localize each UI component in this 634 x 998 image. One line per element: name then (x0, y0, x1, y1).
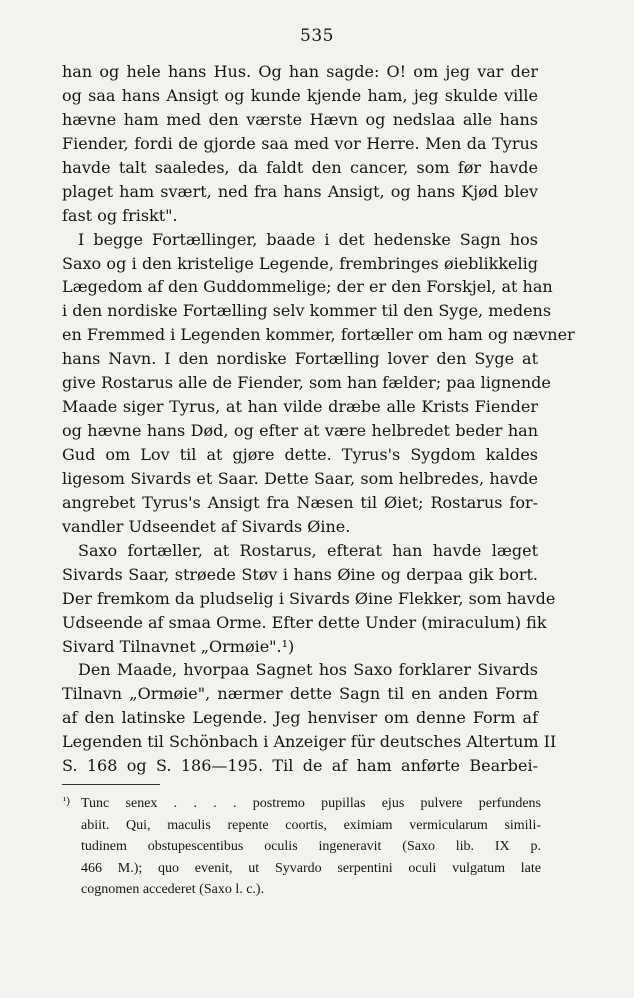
text-line: I begge Fortællinger, baade i det hedenske Sagn hos (78, 229, 538, 249)
text-line: havde talt saaledes, da faldt den cancer, som før havde (62, 157, 538, 177)
text-line: Lægedom af den Guddommelige; der er den Forskjel, at han (62, 277, 553, 297)
text-line: vandler Udseendet af Sivards Øine. (62, 516, 351, 536)
footnote-line: Tunc senex . . . . postremo pupillas ejus pulvere perfundens (81, 796, 541, 811)
text-line: Gud om Lov til at gjøre dette. Tyrus's Sygdom kaldes (62, 445, 538, 464)
text-line: Den Maade, hvorpaa Sagnet hos Saxo forklarer Sivards (78, 660, 538, 680)
text-line: Legenden til Schönbach i Anzeiger für deutsches Altertum II (62, 732, 557, 752)
text-line: han og hele hans Hus. Og han sagde: O! om jeg var der (62, 62, 538, 81)
footnote-line: tudinem obstupescentibus oculis ingeneravit (Saxo lib. IX p. (81, 839, 541, 855)
text-line: give Rostarus alle de Fiender, som han fælder; paa lignende (62, 373, 551, 393)
text-line: en Fremmed i Legenden kommer, fortæller om ham og nævner (62, 325, 575, 345)
text-line: af den latinske Legende. Jeg henviser om denne Form af (62, 708, 538, 728)
text-line: og saa hans Ansigt og kunde kjende ham, jeg skulde ville (62, 85, 538, 105)
text-line: Udseende af smaa Orme. Efter dette Under (miraculum) fik (62, 612, 547, 632)
page-number: 535 (300, 26, 334, 46)
text-line: Sivard Tilnavnet „Ormøie".¹) (62, 636, 295, 656)
text-line: hævne ham med den værste Hævn og nedslaa alle hans (62, 109, 538, 129)
text-line: Tilnavn „Ormøie", nærmer dette Sagn til en anden Form (62, 684, 538, 704)
text-line: S. 168 og S. 186—195. Til de af ham anførte Bearbei- (62, 756, 538, 776)
text-line: Fiender, fordi de gjorde saa med vor Herre. Men da Tyrus (62, 133, 538, 153)
text-line: plaget ham svært, ned fra hans Ansigt, og hans Kjød blev (62, 181, 538, 201)
text-line: og hævne hans Død, og efter at være helbredet beder han (62, 421, 538, 441)
text-line: Saxo og i den kristelige Legende, frembringes øieblikkelig (62, 253, 538, 273)
text-line: ligesom Sivards et Saar. Dette Saar, som helbredes, havde (62, 468, 538, 488)
body-text (62, 60, 575, 778)
text-line: Saxo fortæller, at Rostarus, efterat han havde læget (78, 540, 538, 560)
footnote (63, 793, 541, 901)
text-line: angrebet Tyrus's Ansigt fra Næsen til Øiet; Rostarus for- (62, 492, 538, 512)
text-line: i den nordiske Fortælling selv kommer til den Syge, medens (62, 301, 552, 321)
text-line: Der fremkom da pludselig i Sivards Øine Flekker, som havde (62, 588, 556, 608)
footnote-marker: ¹) (63, 795, 70, 807)
footnote-line: abiit. Qui, maculis repente coortis, eximiam vermicularum simili- (81, 817, 541, 833)
footnote-line: cognomen accederet (Saxo l. c.). (81, 882, 265, 898)
footnote-divider (62, 784, 160, 785)
text-line: fast og friskt". (62, 205, 178, 225)
text-line: hans Navn. I den nordiske Fortælling lover den Syge at (62, 349, 538, 369)
text-line: Sivards Saar, strøede Støv i hans Øine og derpaa gik bort. (62, 564, 538, 584)
text-line: Maade siger Tyrus, at han vilde dræbe alle Krists Fiender (62, 397, 538, 417)
footnote-line: 466 M.); quo evenit, ut Syvardo serpentini oculi vulgatum late (81, 860, 541, 876)
